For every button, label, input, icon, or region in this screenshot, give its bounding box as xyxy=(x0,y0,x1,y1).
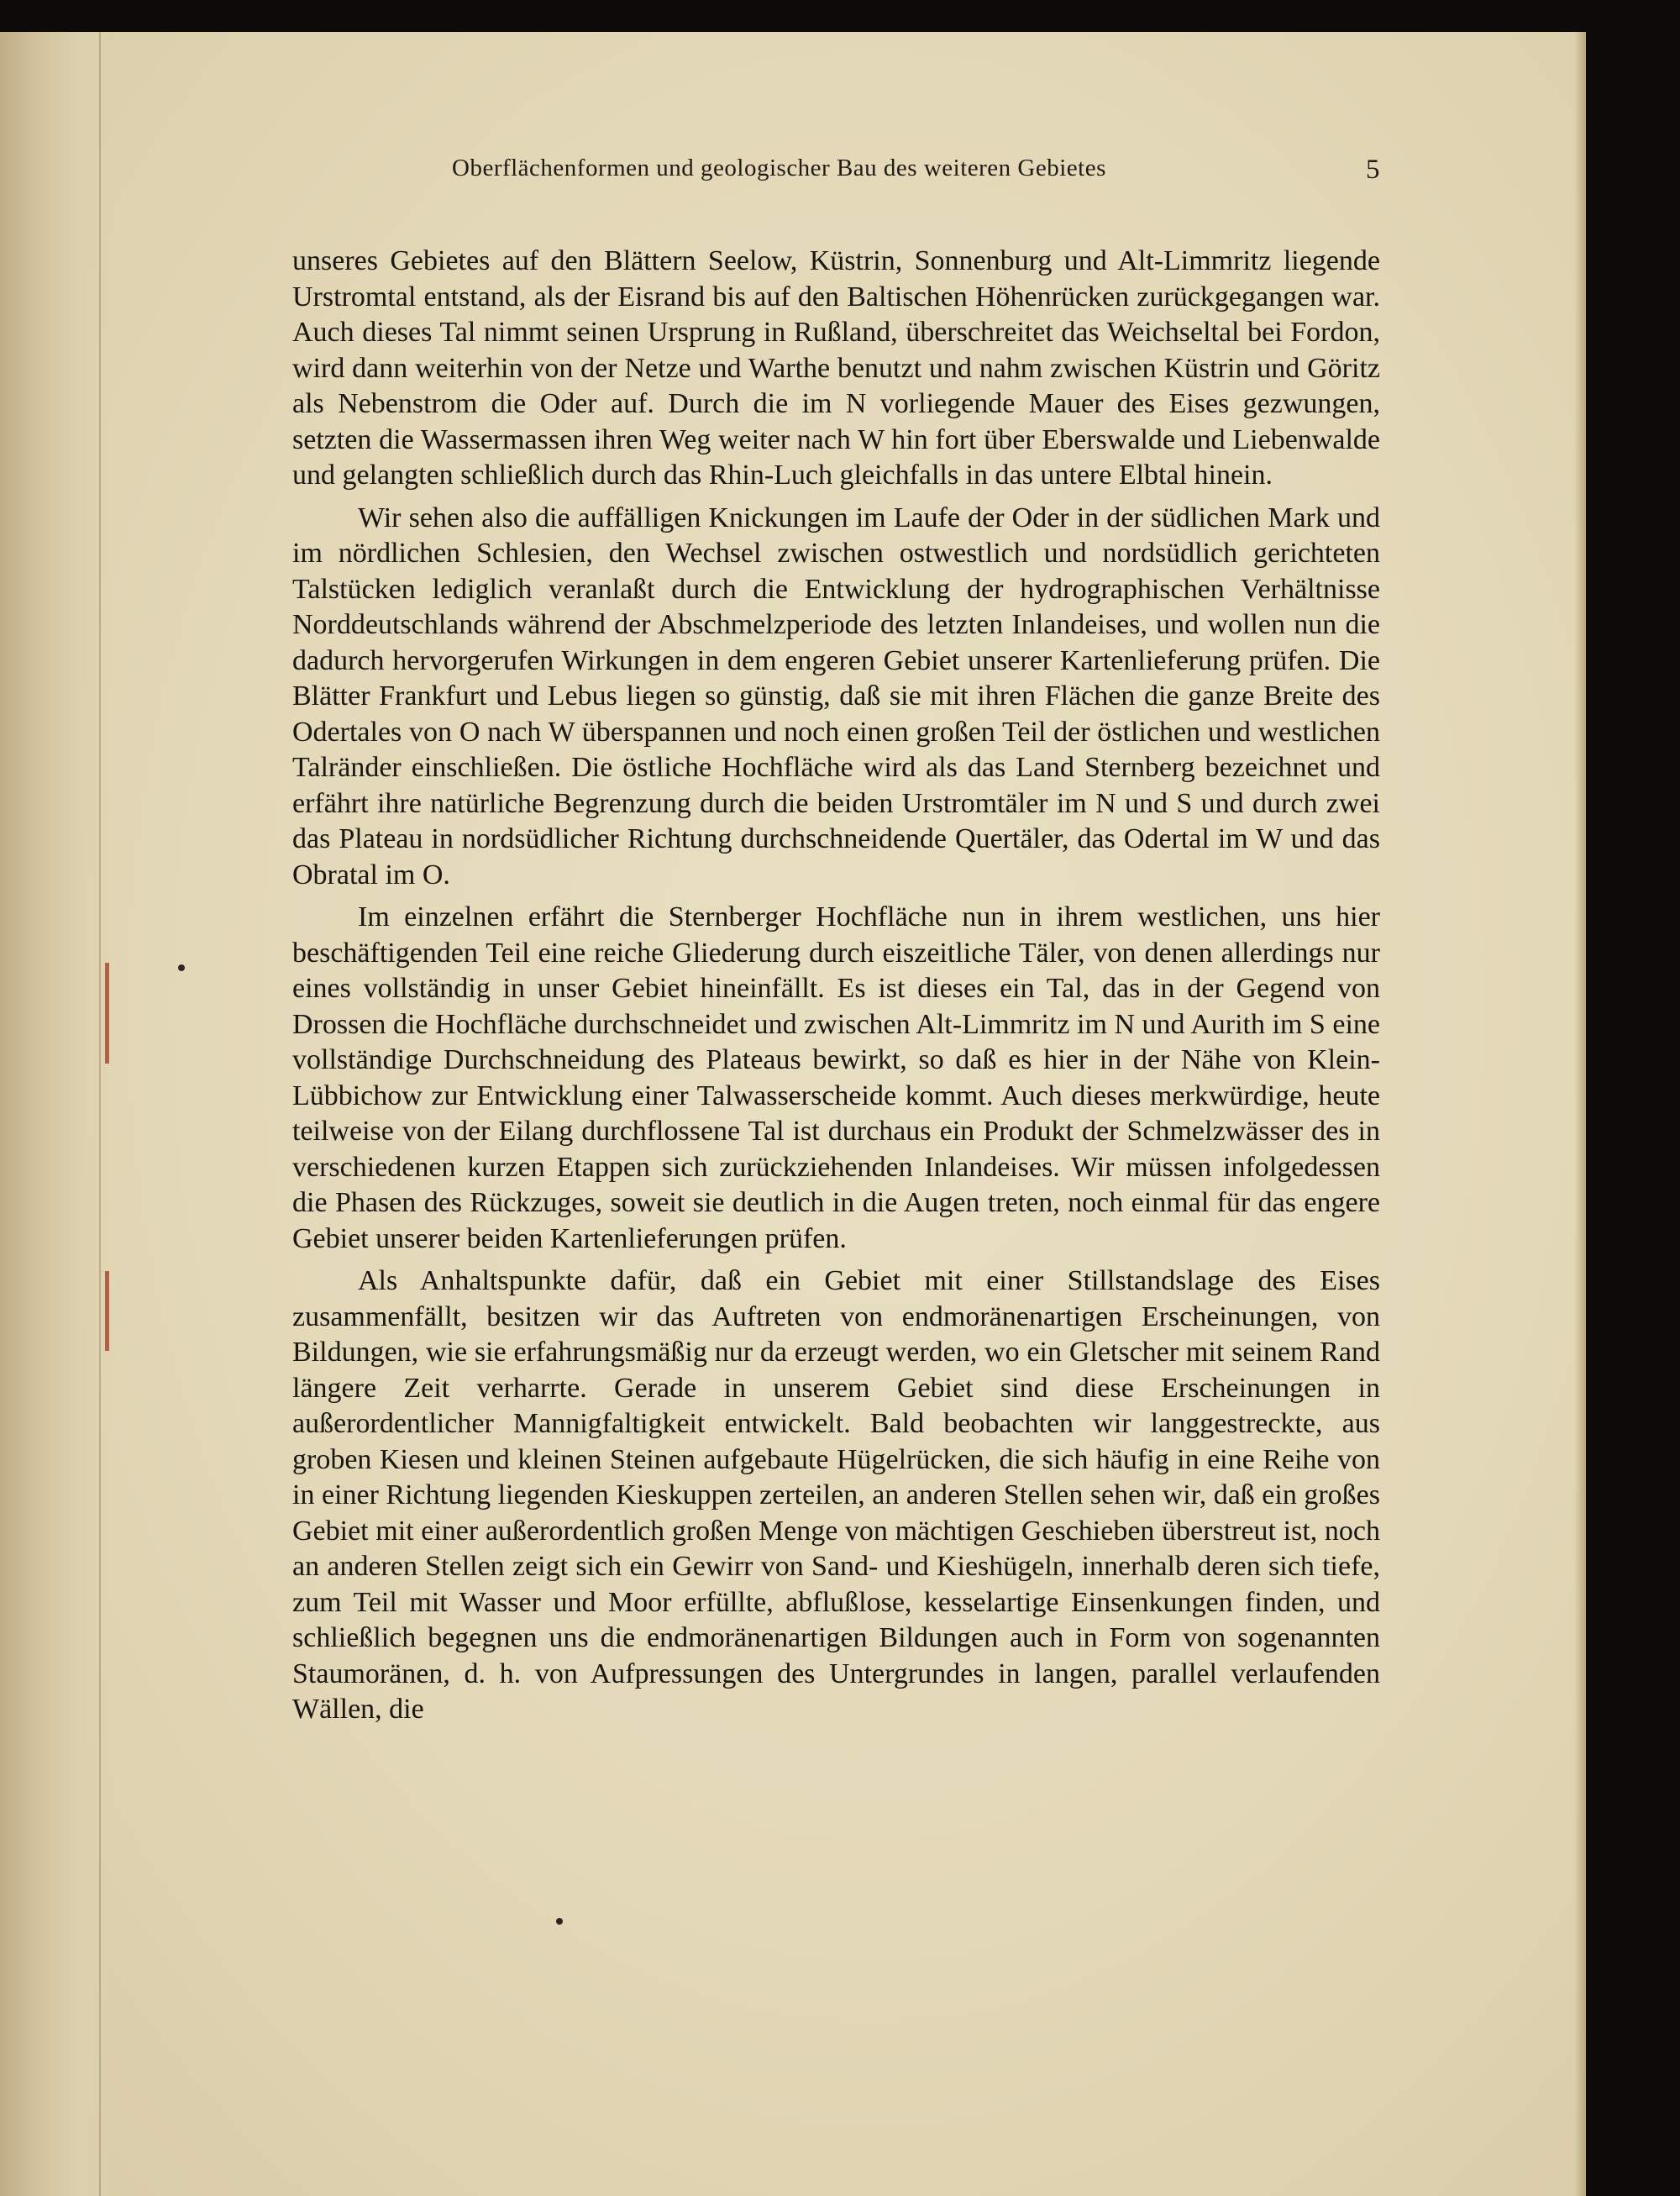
binding-mark xyxy=(105,963,109,1064)
running-header-title: Oberflächenformen und geologischer Bau des weiteren Gebietes xyxy=(452,155,1106,181)
paper-speck xyxy=(178,964,185,971)
page-edge-shadow xyxy=(1574,32,1586,2196)
book-spine-shadow xyxy=(0,32,113,2196)
paragraph-4: Als Anhaltspunkte dafür, daß ein Gebiet mit einer Stillstandslage des Eises zusammenfällt, besitzen wir das Auftreten von endmoränenartigen Erscheinungen, von Bildungen, wie sie erfahrungsmäßig nur da erzeugt werden, wo ein Gletscher mit seinem Rand längere Zeit verharrte. Gerade in unserem Gebiet sind diese Erscheinungen in außerordentlicher Mannigfaltigkeit entwickelt. Bald beobachten wir langgestreckte, aus groben Kiesen und kleinen Steinen aufgebaute Hügelrücken, die sich häufig in eine Reihe von in einer Richtung liegenden Kieskuppen zerteilen, an anderen Stellen sehen wir, daß ein großes Gebiet mit einer außerordentlich großen Menge von mächtigen Geschieben überstreut ist, noch an anderen Stellen zeigt sich ein Gewirr von Sand- und Kieshügeln, innerhalb deren sich tiefe, zum Teil mit Wasser und Moor erfüllte, abflußlose, kesselartige Einsenkungen finden, und schließlich begegnen uns die endmoränenartigen Bildungen auch in Form von sogenannten Staumoränen, d. h. von Aufpressungen des Untergrundes in langen, parallel verlaufenden Wällen, die xyxy=(292,1265,1380,1725)
paragraph-1: unseres Gebietes auf den Blättern Seelow, Küstrin, Sonnenburg und Alt-Limmritz liegende Urstromtal entstand, als der Eisrand bis auf den Baltischen Höhenrücken zurückgegangen war. Auch dieses Tal nimmt seinen Ursprung in Rußland, überschreitet das Weichseltal bei Fordon, wird dann weiterhin von der Netze und Warthe benutzt und nahm zwischen Küstrin und Göritz als Nebenstrom die Oder auf. Durch die im N vorliegende Mauer des Eises gezwungen, setzten die Wassermassen ihren Weg weiter nach W hin fort über Eberswalde und Liebenwalde und gelangten schließlich durch das Rhin-Luch gleichfalls in das untere Elbtal hinein. xyxy=(292,245,1380,491)
gutter-line xyxy=(99,32,101,2196)
paper-speck xyxy=(556,1918,563,1925)
binding-mark xyxy=(105,1271,109,1351)
page-number: 5 xyxy=(1366,155,1380,185)
body-text xyxy=(292,244,1380,1728)
running-header xyxy=(452,155,1380,205)
paragraph-3: Im einzelnen erfährt die Sternberger Hochfläche nun in ihrem westlichen, uns hier beschäftigenden Teil eine reiche Gliederung durch eiszeitliche Täler, von denen allerdings nur eines vollständig in unser Gebiet hineinfällt. Es ist dieses ein Tal, das in der Gegend von Drossen die Hochfläche durchschneidet und zwischen Alt-Limmritz im N und Aurith im S eine vollständige Durchschneidung des Plateaus bewirkt, so daß es hier in der Nähe von Klein-Lübbichow zur Entwicklung einer Talwasserscheide kommt. Auch dieses merkwürdige, heute teilweise von der Eilang durchflossene Tal ist durchaus ein Produkt der Schmelzwässer des in verschiedenen kurzen Etappen sich zurückziehenden Inlandeises. Wir müssen infolgedessen die Phasen des Rückzuges, soweit sie deutlich in die Augen treten, noch einmal für das engere Gebiet unserer beiden Kartenlieferungen prüfen. xyxy=(292,901,1380,1254)
paragraph-2: Wir sehen also die auffälligen Knickungen im Laufe der Oder in der südlichen Mark und im nördlichen Schlesien, den Wechsel zwischen ostwestlich und nordsüdlich gerichteten Talstücken lediglich veranlaßt durch die Entwicklung der hydrographischen Verhältnisse Norddeutschlands während der Abschmelzperiode des letzten Inlandeises, und wollen nun die dadurch hervorgerufen Wirkungen in dem engeren Gebiet unserer Kartenlieferung prüfen. Die Blätter Frankfurt und Lebus liegen so günstig, daß sie mit ihren Flächen die ganze Breite des Odertales von O nach W überspannen und noch einen großen Teil der östlichen und westlichen Talränder einschließen. Die östliche Hochfläche wird als das Land Sternberg bezeichnet und erfährt ihre natürliche Begrenzung durch die beiden Urstromtäler im N und S und durch zwei das Plateau in nordsüdlicher Richtung durchschneidende Quertäler, das Odertal im W und das Obratal im O. xyxy=(292,502,1380,890)
